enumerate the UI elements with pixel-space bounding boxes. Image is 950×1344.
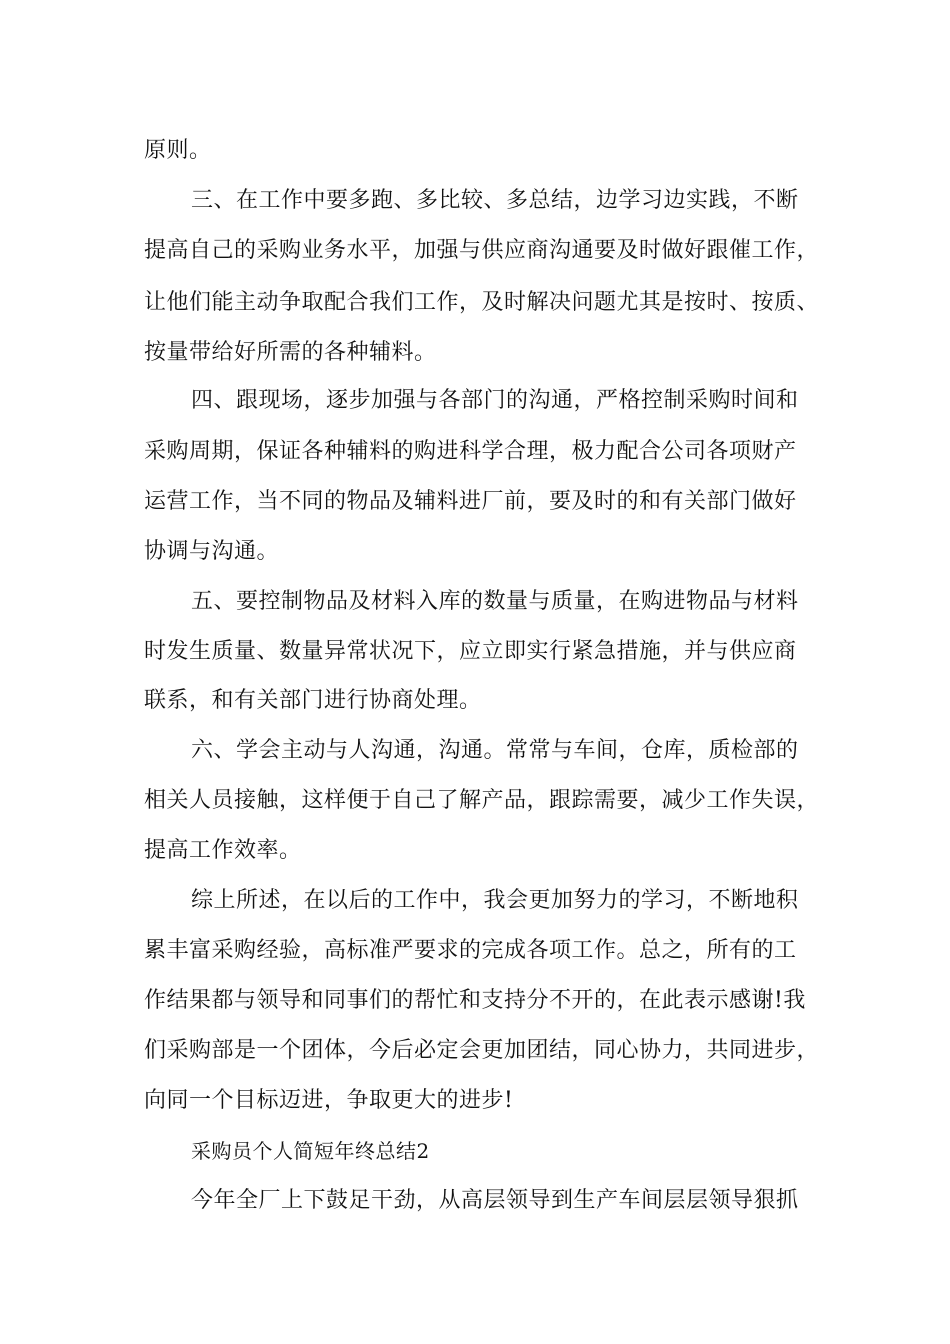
paragraph-4-line-4: 协调与沟通。 — [144, 539, 280, 564]
paragraph-3-line-3: 让他们能主动争取配合我们工作，及时解决问题尤其是按时、按质、 — [144, 290, 820, 315]
summary-line-3: 作结果都与领导和同事们的帮忙和支持分不开的，在此表示感谢!我 — [144, 988, 806, 1013]
summary-line-4: 们采购部是一个团体，今后必定会更加团结，同心协力，共同进步， — [144, 1038, 820, 1063]
summary-line-1: 综上所述，在以后的工作中，我会更加努力的学习，不断地积 — [191, 888, 799, 913]
paragraph-3-line-1: 三、在工作中要多跑、多比较、多总结，边学习边实践，不断 — [191, 188, 799, 213]
paragraph-4-line-2: 采购周期，保证各种辅料的购进科学合理，极力配合公司各项财产 — [144, 439, 797, 464]
paragraph-6-line-1: 六、学会主动与人沟通，沟通。常常与车间，仓库，质检部的 — [191, 738, 799, 763]
section-heading: 采购员个人简短年终总结2 — [191, 1139, 430, 1163]
paragraph-5-line-1: 五、要控制物品及材料入库的数量与质量，在购进物品与材料 — [191, 589, 799, 614]
paragraph-4-line-3: 运营工作，当不同的物品及辅料进厂前，要及时的和有关部门做好 — [144, 489, 797, 514]
paragraph-5-line-3: 联系，和有关部门进行协商处理。 — [144, 688, 482, 713]
text-line: 原则。 — [144, 138, 212, 163]
paragraph-6-line-2: 相关人员接触，这样便于自己了解产品，跟踪需要，减少工作失误， — [144, 788, 820, 813]
summary-line-5: 向同一个目标迈进，争取更大的进步! — [144, 1088, 514, 1113]
paragraph-3-line-2: 提高自己的采购业务水平，加强与供应商沟通要及时做好跟催工作， — [144, 238, 820, 263]
paragraph-4-line-1: 四、跟现场，逐步加强与各部门的沟通，严格控制采购时间和 — [191, 388, 799, 413]
summary-line-2: 累丰富采购经验，高标准严要求的完成各项工作。总之，所有的工 — [144, 938, 797, 963]
paragraph-5-line-2: 时发生质量、数量异常状况下，应立即实行紧急措施，并与供应商 — [144, 639, 797, 664]
paragraph-3-line-4: 按量带给好所需的各种辅料。 — [144, 340, 437, 365]
paragraph-6-line-3: 提高工作效率。 — [144, 838, 302, 863]
next-section-line-1: 今年全厂上下鼓足干劲，从高层领导到生产车间层层领导狠抓 — [191, 1188, 799, 1213]
